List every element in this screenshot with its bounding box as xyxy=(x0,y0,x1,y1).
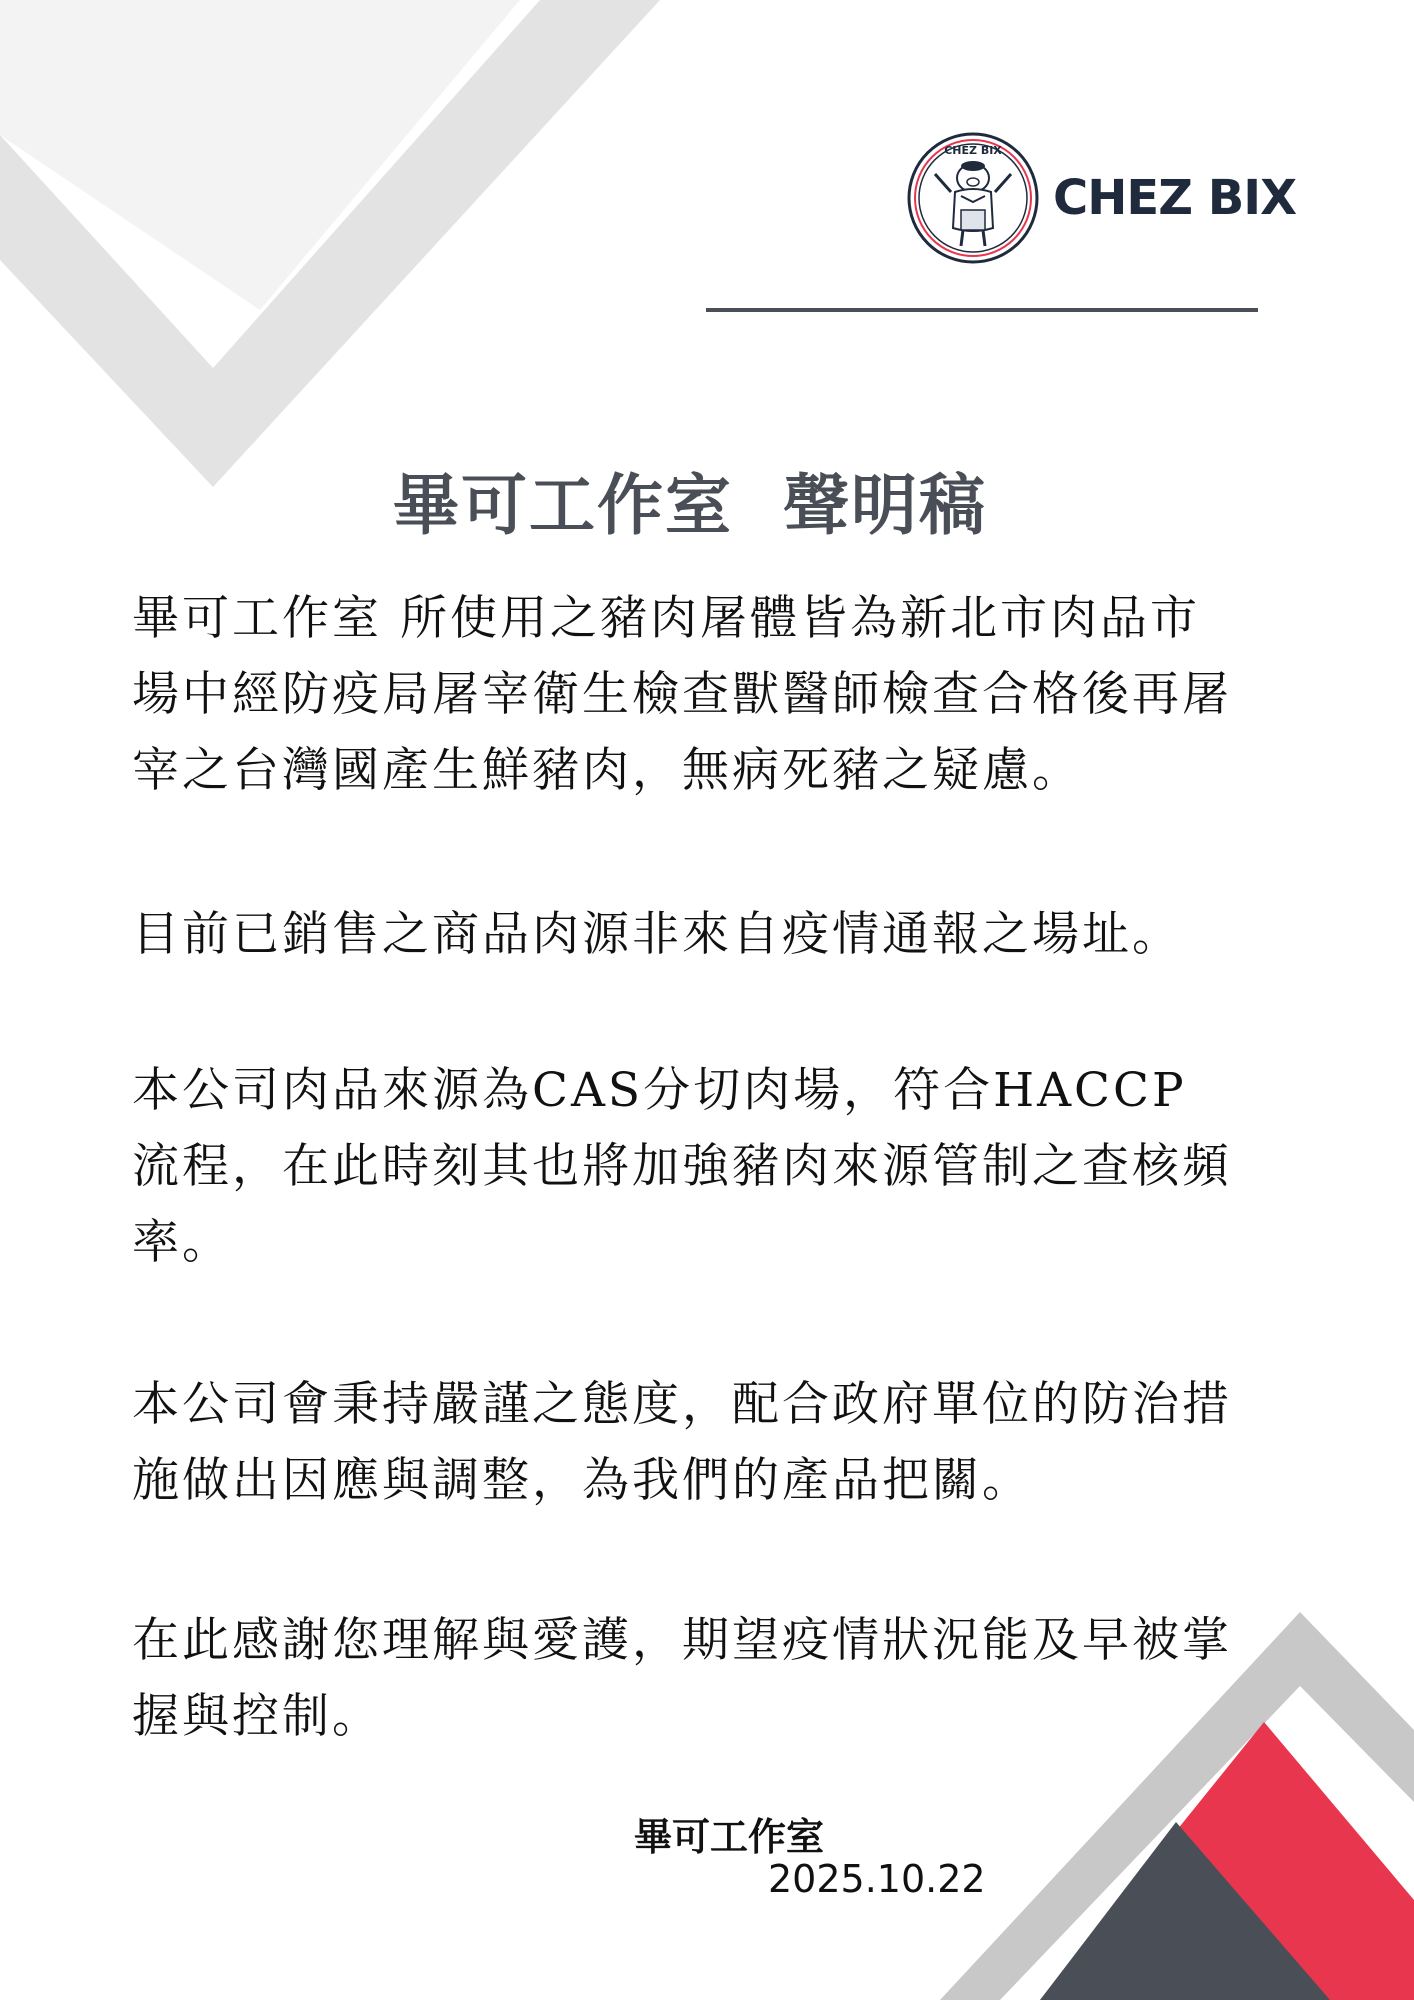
pig-chef-icon xyxy=(905,130,1041,266)
statement-paragraph-4: 本公司會秉持嚴謹之態度，配合政府單位的防治措施做出因應與調整，為我們的產品把關。 xyxy=(132,1377,1232,1508)
header-divider xyxy=(706,308,1258,312)
statement-paragraph-5: 在此感謝您理解與愛護，期望疫情狀況能及早被掌握與控制。 xyxy=(132,1613,1232,1744)
statement-paragraph-3: 本公司肉品來源為CAS分切肉場，符合HACCP流程，在此時刻其也將加強豬肉來源管制之查核頻率。 xyxy=(132,1063,1232,1270)
brand-name: CHEZ BIX xyxy=(1053,170,1297,226)
signature-name: 畢可工作室 xyxy=(634,1815,825,1859)
statement-paragraph-2: 目前已銷售之商品肉源非來自疫情通報之場址。 xyxy=(132,907,1182,962)
logo-badge-text: CHEZ BIX xyxy=(944,144,1002,157)
document-title: 畢可工作室 聲明稿 xyxy=(393,467,987,545)
brand-logo xyxy=(905,130,1296,266)
statement-paragraph-1: 畢可工作室 所使用之豬肉屠體皆為新北市肉品市場中經防疫局屠宰衛生檢查獸醫師檢查合格後再屠宰之台灣國產生鮮豬肉，無病死豬之疑慮。 xyxy=(132,591,1232,798)
signature-date: 2025.10.22 xyxy=(768,1857,986,1901)
